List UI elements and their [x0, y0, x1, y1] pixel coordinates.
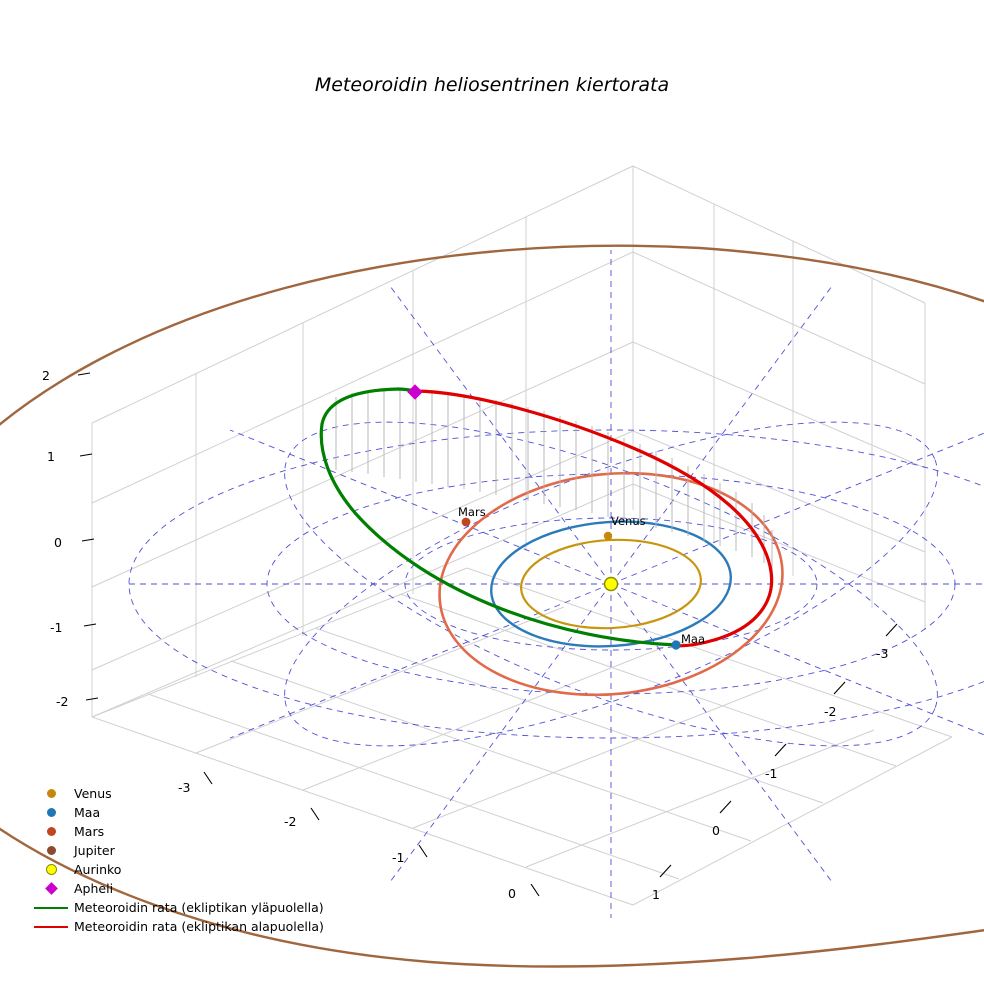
marker-sun — [605, 578, 618, 591]
legend-label-mars: Mars — [74, 824, 105, 839]
z-tick-1: 1 — [47, 449, 55, 464]
meteoroid-projection-lines — [336, 389, 772, 572]
legend-item-track-above — [28, 898, 348, 917]
legend-marker-track-above — [28, 907, 74, 909]
legend-marker-track-below — [28, 926, 74, 928]
legend-item-venus — [28, 784, 348, 803]
legend-item-apheli — [28, 879, 348, 898]
legend-item-maa — [28, 803, 348, 822]
y-tick-0: 0 — [712, 823, 720, 838]
legend — [28, 784, 348, 936]
z-tick-0: 0 — [54, 535, 62, 550]
y-tick-neg2: -2 — [824, 704, 837, 719]
label-mars: Mars — [458, 505, 486, 519]
legend-item-track-below — [28, 917, 348, 936]
legend-item-mars — [28, 822, 348, 841]
legend-label-track-above: Meteoroidin rata (ekliptikan yläpuolella) — [74, 900, 324, 915]
marker-earth — [671, 640, 680, 649]
y-tick-1: 1 — [652, 887, 660, 902]
legend-label-track-below: Meteoroidin rata (ekliptikan alapuolella) — [74, 919, 324, 934]
legend-marker-jupiter — [28, 846, 74, 855]
legend-label-apheli: Apheli — [74, 881, 114, 896]
label-venus: Venus — [611, 514, 646, 528]
chart-title: Meteoroidin heliosentrinen kiertorata — [314, 74, 670, 96]
legend-label-venus: Venus — [74, 786, 112, 801]
z-tick-neg2: -2 — [56, 694, 69, 709]
legend-item-aurinko — [28, 860, 348, 879]
legend-label-aurinko: Aurinko — [74, 862, 122, 877]
z-tick-2: 2 — [42, 368, 50, 383]
legend-item-jupiter — [28, 841, 348, 860]
legend-marker-aurinko — [28, 864, 74, 875]
legend-label-jupiter: Jupiter — [74, 843, 115, 858]
y-tick-neg1: -1 — [765, 766, 778, 781]
legend-marker-apheli — [28, 884, 74, 893]
x-tick-neg3: -3 — [178, 780, 191, 795]
y-tick-neg3: -3 — [876, 646, 889, 661]
legend-label-maa: Maa — [74, 805, 101, 820]
x-tick-0: 0 — [508, 886, 516, 901]
legend-marker-mars — [28, 827, 74, 836]
z-tick-neg1: -1 — [50, 620, 63, 635]
marker-venus — [604, 532, 612, 540]
x-tick-neg2: -2 — [284, 814, 297, 829]
label-maa: Maa — [681, 632, 706, 646]
marker-aphelion — [407, 384, 423, 400]
x-tick-neg1: -1 — [392, 850, 405, 865]
legend-marker-venus — [28, 789, 74, 798]
legend-marker-maa — [28, 808, 74, 817]
